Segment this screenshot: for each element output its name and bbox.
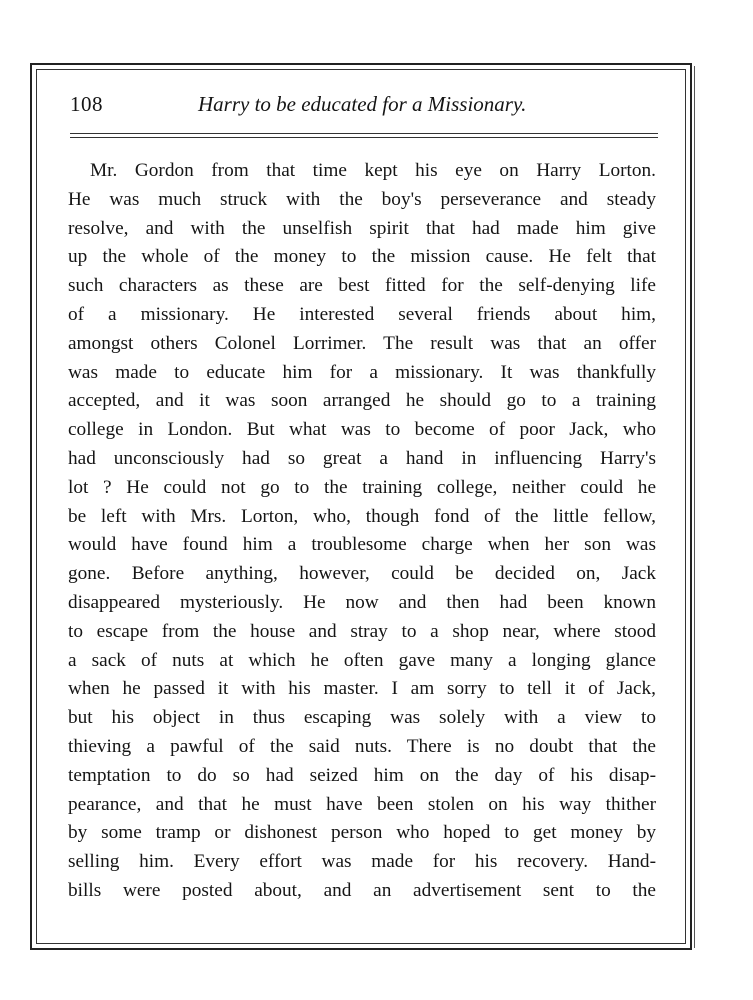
text-line: pearance, and that he must have been stolen on his way thither: [68, 793, 656, 815]
text-line: to escape from the house and stray to a shop near, where stood: [68, 620, 656, 642]
text-line: He was much struck with the boy's perseverance and steady: [68, 188, 656, 210]
header-rule-top: [70, 133, 658, 134]
text-line: Mr. Gordon from that time kept his eye on Harry Lorton.: [90, 160, 656, 181]
header-rule-bottom: [70, 137, 658, 138]
text-line: when he passed it with his master. I am sorry to tell it of Jack,: [68, 678, 656, 700]
text-line: lot ? He could not go to the training college, neither could he: [68, 476, 656, 498]
text-line: was made to educate him for a missionary. It was thankfully: [68, 361, 656, 383]
text-line: disappeared mysteriously. He now and then had been known: [68, 591, 656, 613]
running-head: [70, 92, 660, 122]
text-line: such characters as these are best fitted for the self-denying life: [68, 275, 656, 297]
body-paragraph: [68, 157, 656, 906]
text-line: resolve, and with the unselfish spirit that had made him give: [68, 217, 656, 239]
text-line: bills were posted about, and an advertisement sent to the: [68, 879, 656, 901]
text-line: accepted, and it was soon arranged he should go to a training: [68, 390, 656, 412]
text-line: by some tramp or dishonest person who hoped to get money by: [68, 822, 656, 844]
text-line: a sack of nuts at which he often gave many a longing glance: [68, 649, 656, 671]
page-border-right-rule: [694, 66, 695, 948]
running-title: Harry to be educated for a Missionary.: [198, 92, 527, 116]
text-line: would have found him a troublesome charge when her son was: [68, 534, 656, 556]
text-line: amongst others Colonel Lorrimer. The result was that an offer: [68, 332, 656, 354]
text-line: temptation to do so had seized him on the day of his disap-: [68, 764, 656, 786]
text-line: gone. Before anything, however, could be decided on, Jack: [68, 563, 656, 585]
text-line: up the whole of the money to the mission cause. He felt that: [68, 246, 656, 268]
text-line: be left with Mrs. Lorton, who, though fond of the little fellow,: [68, 505, 656, 527]
text-line: selling him. Every effort was made for his recovery. Hand-: [68, 851, 656, 873]
text-line: of a missionary. He interested several friends about him,: [68, 303, 656, 325]
text-line: but his object in thus escaping was solely with a view to: [68, 707, 656, 729]
text-line: college in London. But what was to become of poor Jack, who: [68, 419, 656, 441]
text-line: had unconsciously had so great a hand in influencing Harry's: [68, 447, 656, 469]
text-line: thieving a pawful of the said nuts. There is no doubt that the: [68, 735, 656, 757]
page-number: 108: [70, 92, 103, 116]
